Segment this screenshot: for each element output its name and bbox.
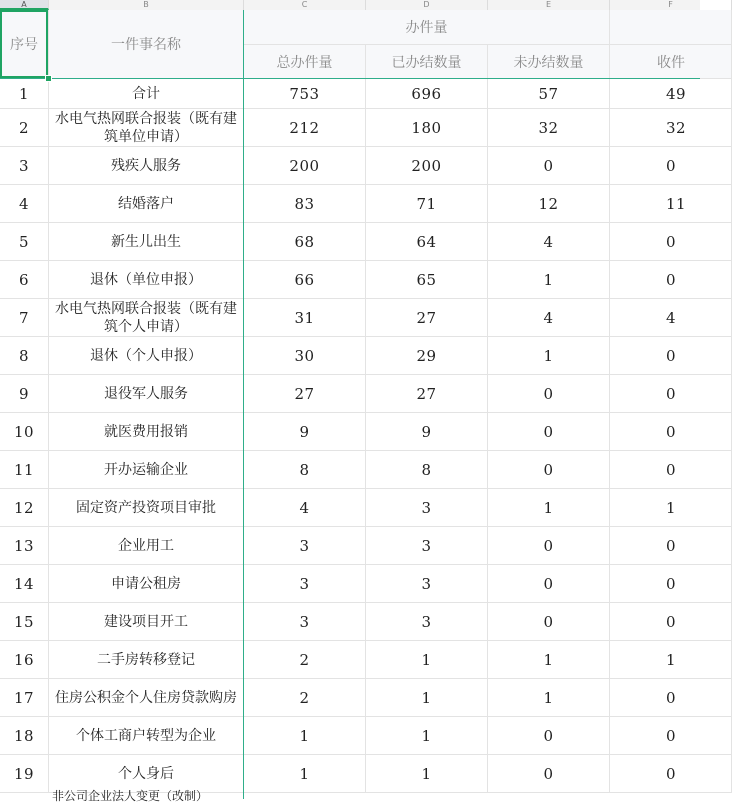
cell-pending[interactable]: 0	[488, 147, 610, 185]
cell-done[interactable]: 1	[366, 717, 488, 755]
cell-pending[interactable]: 32	[488, 109, 610, 147]
cell-done[interactable]: 27	[366, 299, 488, 337]
cell-seq[interactable]: 15	[0, 603, 49, 641]
cell-total[interactable]: 30	[244, 337, 366, 375]
cell-total[interactable]: 83	[244, 185, 366, 223]
cell-seq[interactable]: 18	[0, 717, 49, 755]
header-done[interactable]: 已办结数量	[366, 45, 488, 79]
column-letter-a[interactable]: A	[0, 0, 49, 10]
cell-done[interactable]: 3	[366, 527, 488, 565]
cell-seq[interactable]: 1	[0, 79, 49, 109]
cell-received[interactable]: 0	[610, 413, 732, 451]
cell-done[interactable]: 1	[366, 679, 488, 717]
cell-pending[interactable]: 4	[488, 299, 610, 337]
cell-received[interactable]: 0	[610, 603, 732, 641]
cell-received[interactable]: 32	[610, 109, 732, 147]
cell-seq[interactable]: 4	[0, 185, 49, 223]
cell-pending[interactable]: 1	[488, 641, 610, 679]
header-total[interactable]: 总办件量	[244, 45, 366, 79]
cell-name[interactable]: 退休（个人申报）	[49, 337, 244, 375]
cell-received[interactable]: 0	[610, 565, 732, 603]
cell-seq[interactable]: 19	[0, 755, 49, 793]
cell-pending[interactable]: 4	[488, 223, 610, 261]
cell-received[interactable]: 0	[610, 717, 732, 755]
cell-pending[interactable]: 1	[488, 679, 610, 717]
cell-done[interactable]: 71	[366, 185, 488, 223]
cell-pending[interactable]: 1	[488, 489, 610, 527]
header-name[interactable]: 一件事名称	[49, 10, 244, 79]
cell-total[interactable]: 68	[244, 223, 366, 261]
cell-done[interactable]: 65	[366, 261, 488, 299]
cell-name[interactable]: 二手房转移登记	[49, 641, 244, 679]
freeze-line-horizontal	[0, 78, 700, 79]
header-group[interactable]: 办件量	[244, 10, 610, 45]
cell-received[interactable]: 0	[610, 223, 732, 261]
cell-name[interactable]: 申请公租房	[49, 565, 244, 603]
cell-name[interactable]: 残疾人服务	[49, 147, 244, 185]
cell-total[interactable]: 3	[244, 565, 366, 603]
cell-received[interactable]: 0	[610, 679, 732, 717]
cell-total[interactable]: 4	[244, 489, 366, 527]
cell-name[interactable]: 企业用工	[49, 527, 244, 565]
cell-seq[interactable]: 16	[0, 641, 49, 679]
cell-total[interactable]: 753	[244, 79, 366, 109]
cell-total[interactable]: 66	[244, 261, 366, 299]
cell-seq[interactable]: 14	[0, 565, 49, 603]
cell-received[interactable]: 0	[610, 755, 732, 793]
cell-name[interactable]: 个体工商户转型为企业	[49, 717, 244, 755]
cell-name[interactable]: 开办运输企业	[49, 451, 244, 489]
cell-name[interactable]: 个人身后	[49, 755, 244, 793]
cell-done[interactable]: 1	[366, 641, 488, 679]
cell-name[interactable]: 新生儿出生	[49, 223, 244, 261]
header-seq[interactable]: 序号	[0, 10, 49, 79]
column-letter-c[interactable]: C	[244, 0, 366, 10]
cell-total[interactable]: 8	[244, 451, 366, 489]
cell-seq[interactable]: 5	[0, 223, 49, 261]
cell-seq[interactable]: 3	[0, 147, 49, 185]
cell-name[interactable]: 退役军人服务	[49, 375, 244, 413]
cell-name[interactable]: 结婚落户	[49, 185, 244, 223]
cell-done[interactable]: 200	[366, 147, 488, 185]
cell-done[interactable]: 1	[366, 755, 488, 793]
cell-pending[interactable]: 1	[488, 337, 610, 375]
cell-received[interactable]: 11	[610, 185, 732, 223]
selected-cell-outline	[0, 10, 48, 78]
fill-handle[interactable]	[45, 75, 52, 82]
column-letter-d[interactable]: D	[366, 0, 488, 10]
header-group-ext[interactable]	[610, 10, 732, 45]
cell-received[interactable]: 0	[610, 375, 732, 413]
cell-name[interactable]: 住房公积金个人住房贷款购房	[49, 679, 244, 717]
cell-pending[interactable]: 57	[488, 79, 610, 109]
cell-name[interactable]: 合计	[49, 79, 244, 109]
cell-seq[interactable]: 13	[0, 527, 49, 565]
cell-received[interactable]: 4	[610, 299, 732, 337]
cell-total[interactable]: 1	[244, 755, 366, 793]
cell-pending[interactable]: 0	[488, 375, 610, 413]
cell-pending[interactable]: 0	[488, 451, 610, 489]
cell-done[interactable]: 696	[366, 79, 488, 109]
cell-total[interactable]: 31	[244, 299, 366, 337]
cell-seq[interactable]: 8	[0, 337, 49, 375]
cell-seq[interactable]: 9	[0, 375, 49, 413]
cell-pending[interactable]: 0	[488, 413, 610, 451]
cell-total[interactable]: 3	[244, 527, 366, 565]
cell-seq[interactable]: 12	[0, 489, 49, 527]
cell-received[interactable]: 0	[610, 147, 732, 185]
cell-pending[interactable]: 1	[488, 261, 610, 299]
cell-seq[interactable]: 11	[0, 451, 49, 489]
cell-received[interactable]: 0	[610, 337, 732, 375]
cell-name[interactable]: 建设项目开工	[49, 603, 244, 641]
cell-done[interactable]: 3	[366, 603, 488, 641]
cell-done[interactable]: 3	[366, 489, 488, 527]
cell-received[interactable]: 0	[610, 261, 732, 299]
column-letter-e[interactable]: E	[488, 0, 610, 10]
cell-done[interactable]: 9	[366, 413, 488, 451]
header-received[interactable]: 收件	[610, 45, 732, 79]
cell-pending[interactable]: 0	[488, 565, 610, 603]
cell-name[interactable]: 固定资产投资项目审批	[49, 489, 244, 527]
cell-name[interactable]: 就医费用报销	[49, 413, 244, 451]
cell-total[interactable]: 2	[244, 679, 366, 717]
cell-done[interactable]: 3	[366, 565, 488, 603]
cell-seq[interactable]: 7	[0, 299, 49, 337]
cell-received[interactable]: 49	[610, 79, 732, 109]
cell-pending[interactable]: 0	[488, 717, 610, 755]
cell-total[interactable]: 1	[244, 717, 366, 755]
cell-done[interactable]: 29	[366, 337, 488, 375]
cell-name[interactable]: 退休（单位申报）	[49, 261, 244, 299]
column-header-bar	[0, 0, 700, 10]
cell-total[interactable]: 200	[244, 147, 366, 185]
cell-total[interactable]: 2	[244, 641, 366, 679]
cell-pending[interactable]: 0	[488, 603, 610, 641]
cell-name[interactable]: 水电气热网联合报装（既有建筑个人申请）	[49, 299, 244, 337]
cell-seq[interactable]: 10	[0, 413, 49, 451]
cell-seq[interactable]: 2	[0, 109, 49, 147]
cell-done[interactable]: 27	[366, 375, 488, 413]
cell-done[interactable]: 8	[366, 451, 488, 489]
cell-pending[interactable]: 0	[488, 527, 610, 565]
cell-name[interactable]: 水电气热网联合报装（既有建筑单位申请）	[49, 109, 244, 147]
cell-received[interactable]: 1	[610, 641, 732, 679]
partial-row-name: 非公司企业法人变更（改制）	[52, 789, 209, 803]
column-letter-f[interactable]: F	[610, 0, 732, 10]
cell-done[interactable]: 180	[366, 109, 488, 147]
cell-total[interactable]: 27	[244, 375, 366, 413]
cell-total[interactable]: 9	[244, 413, 366, 451]
cell-seq[interactable]: 17	[0, 679, 49, 717]
cell-received[interactable]: 0	[610, 527, 732, 565]
cell-seq[interactable]: 6	[0, 261, 49, 299]
cell-received[interactable]: 0	[610, 451, 732, 489]
cell-total[interactable]: 212	[244, 109, 366, 147]
cell-done[interactable]: 64	[366, 223, 488, 261]
column-letter-b[interactable]: B	[49, 0, 244, 10]
cell-pending[interactable]: 0	[488, 755, 610, 793]
cell-total[interactable]: 3	[244, 603, 366, 641]
cell-received[interactable]: 1	[610, 489, 732, 527]
header-pending[interactable]: 未办结数量	[488, 45, 610, 79]
freeze-line-vertical	[243, 10, 244, 799]
cell-pending[interactable]: 12	[488, 185, 610, 223]
